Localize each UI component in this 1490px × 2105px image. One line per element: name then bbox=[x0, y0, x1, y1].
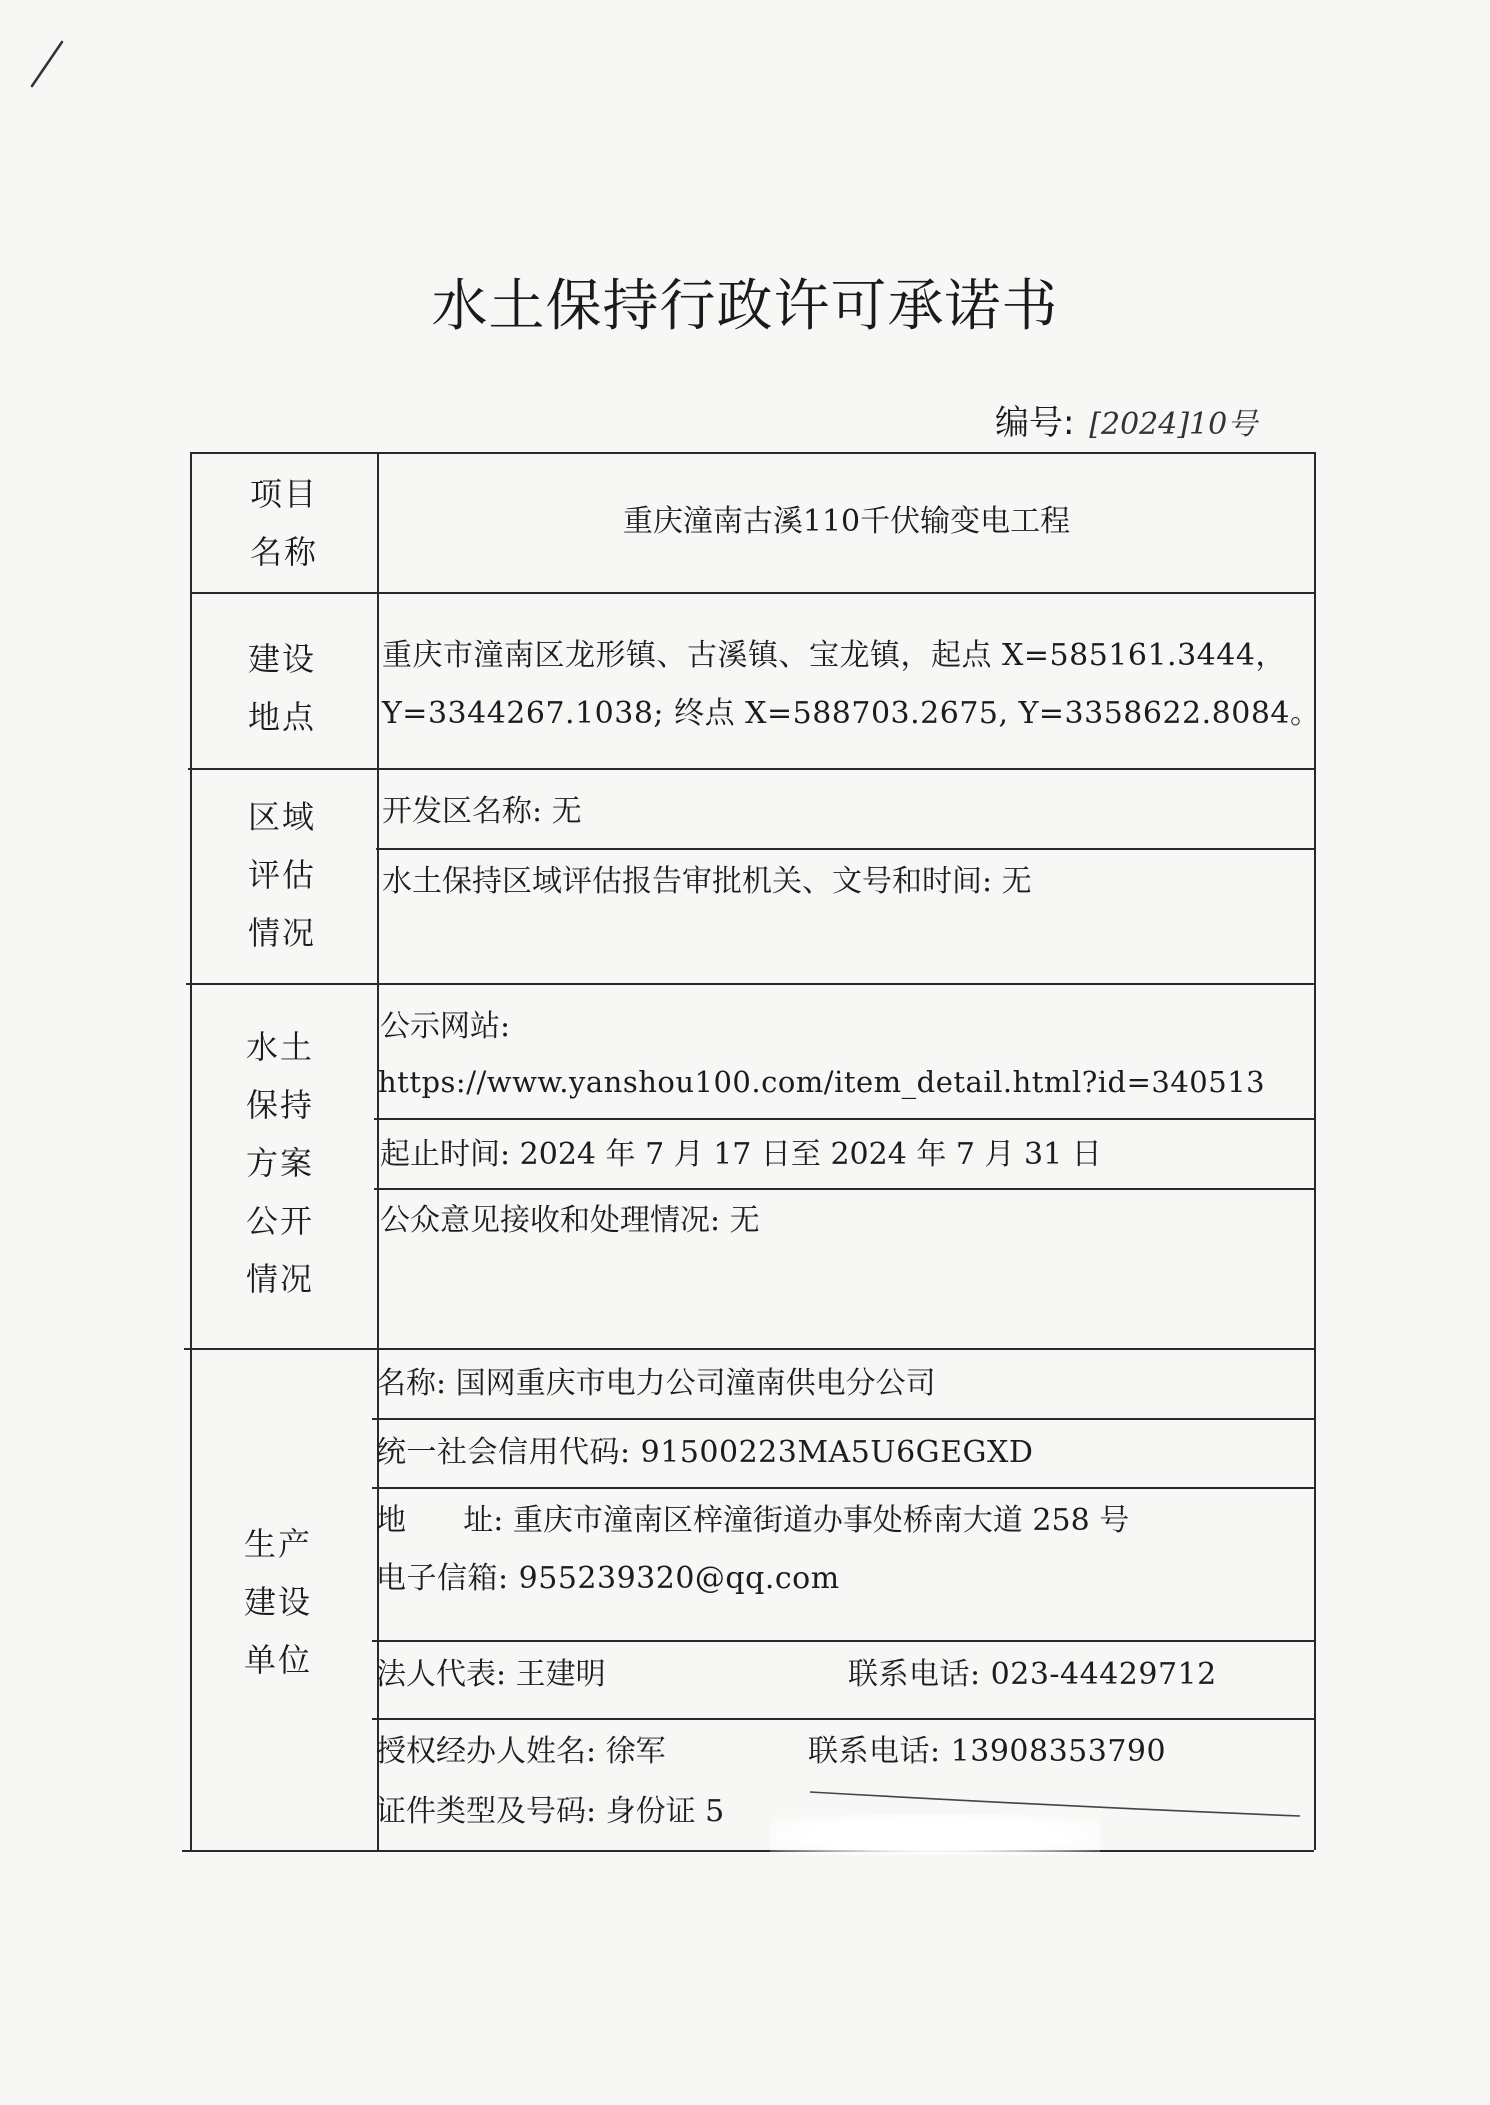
table-border-right bbox=[1314, 452, 1316, 1850]
label-plan-disclosure: 水土 保持 方案 公开 情况 bbox=[245, 1028, 314, 1298]
table-border-bottom bbox=[182, 1850, 1314, 1852]
disclosure-period: 起止时间: 2024 年 7 月 17 日至 2024 年 7 月 31 日 bbox=[380, 1137, 1102, 1172]
number-label: 编号: bbox=[995, 403, 1075, 443]
label-construction-unit: 生产 建设 单位 bbox=[243, 1525, 312, 1679]
unit-address: 地 址: 重庆市潼南区梓潼街道办事处桥南大道 258 号 bbox=[376, 1503, 1130, 1538]
legal-representative-phone: 联系电话: 023-44429712 bbox=[848, 1657, 1217, 1692]
row-divider bbox=[190, 592, 1316, 594]
unit-credit-code: 统一社会信用代码: 91500223MA5U6GEGXD bbox=[376, 1435, 1034, 1470]
public-feedback-status: 公众意见接收和处理情况: 无 bbox=[380, 1203, 760, 1238]
cell-divider bbox=[374, 1188, 1314, 1190]
disclosure-website-url: https://www.yanshou100.com/item_detail.html?id=340513 bbox=[378, 1065, 1266, 1099]
agent-id-info: 证件类型及号码: 身份证 5 bbox=[376, 1794, 725, 1829]
cell-divider bbox=[372, 1487, 1314, 1489]
assessment-approval-info: 水土保持区域评估报告审批机关、文号和时间: 无 bbox=[382, 864, 1032, 899]
location-line-2: Y=3344267.1038; 终点 X=588703.2675, Y=3358622.8084。 bbox=[382, 696, 1321, 731]
label-project-name: 项目 名称 bbox=[249, 475, 318, 571]
label-location: 建设 地点 bbox=[247, 640, 316, 736]
cell-divider bbox=[372, 1640, 1314, 1642]
row-divider bbox=[186, 983, 1316, 985]
authorized-agent-name: 授权经办人姓名: 徐军 bbox=[376, 1734, 666, 1769]
number-handwritten: [2024]10号 bbox=[1089, 407, 1258, 442]
cell-divider bbox=[372, 1418, 1314, 1420]
row-divider bbox=[184, 1348, 1314, 1350]
cell-divider bbox=[376, 848, 1316, 850]
column-divider bbox=[377, 452, 379, 1850]
unit-name: 名称: 国网重庆市电力公司潼南供电分公司 bbox=[376, 1366, 936, 1401]
location-line-1: 重庆市潼南区龙形镇、古溪镇、宝龙镇，起点 X=585161.3444， bbox=[382, 638, 1286, 673]
table-border-top bbox=[190, 452, 1316, 454]
table-border-left bbox=[190, 452, 192, 1850]
development-zone-name: 开发区名称: 无 bbox=[382, 794, 582, 829]
row-divider bbox=[188, 768, 1316, 770]
authorized-agent-phone: 联系电话: 13908353790 bbox=[808, 1734, 1167, 1769]
disclosure-website-label: 公示网站: bbox=[380, 1009, 511, 1044]
legal-representative: 法人代表: 王建明 bbox=[376, 1657, 606, 1692]
unit-email: 电子信箱: 955239320@qq.com bbox=[376, 1561, 840, 1596]
project-name-value: 重庆潼南古溪110千伏输变电工程 bbox=[622, 504, 1071, 539]
pen-strike-line bbox=[800, 1780, 1320, 1850]
cell-divider bbox=[374, 1118, 1314, 1120]
label-regional-assessment: 区域 评估 情况 bbox=[247, 798, 316, 952]
document-title: 水土保持行政许可承诺书 bbox=[431, 274, 1059, 339]
cell-divider bbox=[372, 1718, 1314, 1720]
